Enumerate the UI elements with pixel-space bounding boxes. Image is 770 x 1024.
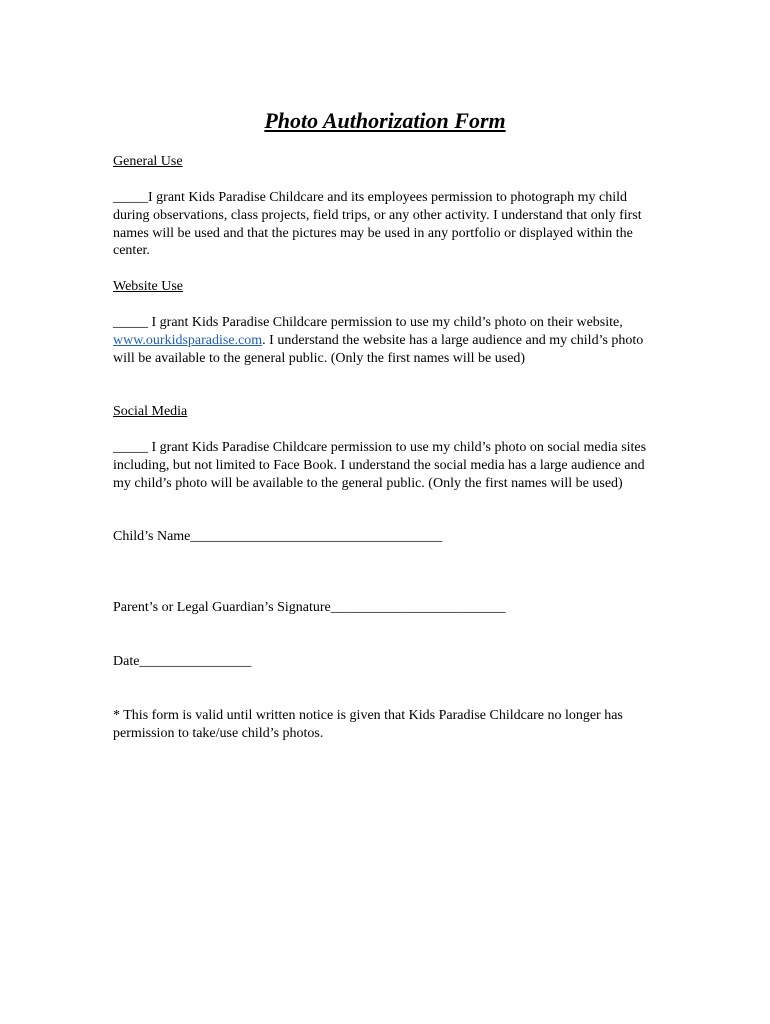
website-link[interactable]: www.ourkidsparadise.com	[113, 332, 263, 348]
website-use-text	[113, 314, 661, 367]
general-use-text: _____I grant Kids Paradise Childcare and its employees permission to photograph my child during observations, class projects, field trips, or any other activity. I understand that only first names will be used and that the pictures may be used in any portfolio or displayed within the center.	[113, 190, 642, 259]
date-field[interactable]: Date________________	[113, 654, 252, 669]
guardian-signature-field[interactable]: Parent’s or Legal Guardian’s Signature_________________________	[113, 600, 506, 615]
website-use-text-after: . I understand the website has a large audience and my child’s photo will be available to the general public. (Only the first names will be used)	[113, 332, 644, 366]
child-name-field[interactable]: Child’s Name____________________________________	[113, 529, 443, 544]
website-use-text-before: _____ I grant Kids Paradise Childcare permission to use my child’s photo on their website,	[113, 315, 623, 330]
form-title: Photo Authorization Form	[264, 108, 506, 133]
social-media-text: _____ I grant Kids Paradise Childcare permission to use my child’s photo on social media sites including, but not limited to Face Book. I understand the social media has a large audience and my child’s photo will be available to the general public. (Only the first names will be used)	[113, 440, 647, 491]
general-use-heading: General Use	[113, 154, 183, 169]
website-use-heading: Website Use	[113, 279, 184, 294]
validity-footnote: * This form is valid until written notice is given that Kids Paradise Childcare no longer has permission to take/use child’s photos.	[113, 708, 623, 741]
social-media-heading: Social Media	[113, 404, 188, 419]
